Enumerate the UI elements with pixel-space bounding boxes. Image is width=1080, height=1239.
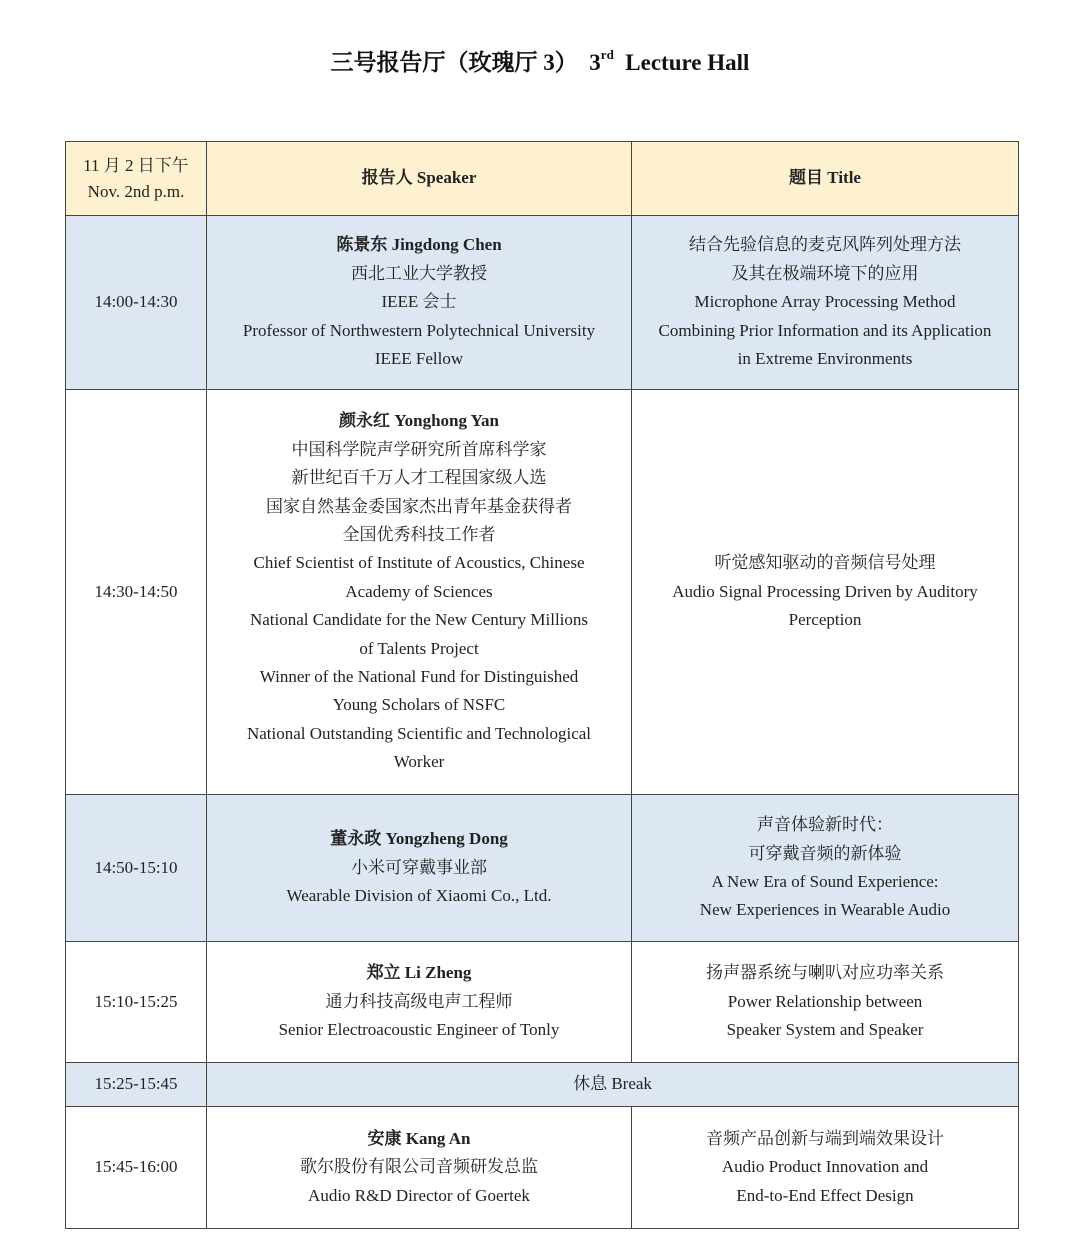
title-line: 听觉感知驱动的音频信号处理: [714, 553, 936, 573]
speaker-line: Academy of Sciences: [345, 581, 493, 601]
speaker-name: 董永政 Yongzheng Dong: [330, 829, 508, 849]
session-title: [632, 795, 1019, 942]
speaker-line: 歌尔股份有限公司音频研发总监: [300, 1157, 538, 1177]
title-line: 扬声器系统与喇叭对应功率关系: [706, 963, 944, 983]
session-time: 15:45-16:00: [66, 1107, 207, 1229]
title-line: Power Relationship between: [727, 991, 923, 1011]
session-speaker: [207, 942, 632, 1063]
header-title: 题目 Title: [632, 142, 1019, 216]
speaker-name: 颜永红 Yonghong Yan: [339, 411, 499, 431]
speaker-line: 通力科技高级电声工程师: [325, 991, 513, 1011]
break-time: 15:25-15:45: [66, 1063, 207, 1107]
title-line: Combining Prior Information and its Application: [658, 320, 992, 340]
title-line: 结合先验信息的麦克风阵列处理方法: [689, 235, 961, 255]
speaker-line: National Outstanding Scientific and Technological: [246, 723, 592, 743]
speaker-line: Worker: [393, 752, 445, 772]
speaker-line: Senior Electroacoustic Engineer of Tonly: [278, 1020, 560, 1040]
session-time: 14:00-14:30: [66, 216, 207, 390]
title-zh: 三号报告厅（玫瑰厅 3）: [330, 50, 578, 75]
break-row: [66, 1063, 1019, 1107]
title-line: Perception: [788, 610, 862, 630]
title-num: 3: [589, 50, 601, 75]
title-line: 音频产品创新与端到端效果设计: [706, 1128, 944, 1148]
session-title: [632, 390, 1019, 795]
speaker-name: 郑立 Li Zheng: [366, 963, 472, 983]
title-sup: rd: [600, 47, 614, 63]
session-row: [66, 942, 1019, 1063]
header-row: [66, 142, 1019, 216]
title-line: 声音体验新时代：: [757, 815, 893, 835]
speaker-line: Wearable Division of Xiaomi Co., Ltd.: [286, 886, 552, 906]
speaker-line: 全国优秀科技工作者: [342, 524, 496, 544]
speaker-line: 新世纪百千万人才工程国家级人选: [291, 468, 547, 488]
speaker-line: Young Scholars of NSFC: [332, 695, 506, 715]
speaker-line: IEEE Fellow: [374, 349, 464, 369]
session-time: 14:50-15:10: [66, 795, 207, 942]
speaker-line: 国家自然基金委国家杰出青年基金获得者: [266, 496, 572, 516]
speaker-line: 小米可穿戴事业部: [351, 857, 487, 877]
title-en: Lecture Hall: [625, 50, 750, 75]
session-speaker: [207, 795, 632, 942]
session-speaker: [207, 216, 632, 390]
session-speaker: [207, 1107, 632, 1229]
session-row: [66, 1107, 1019, 1229]
session-row: [66, 216, 1019, 390]
speaker-name: 陈景东 Jingdong Chen: [336, 235, 502, 255]
title-line: Speaker System and Speaker: [726, 1020, 924, 1040]
speaker-line: Professor of Northwestern Polytechnical University: [242, 320, 596, 340]
session-row: [66, 795, 1019, 942]
title-line: 及其在极端环境下的应用: [731, 263, 919, 283]
speaker-line: 西北工业大学教授: [351, 263, 487, 283]
speaker-name: 安康 Kang An: [367, 1128, 471, 1148]
session-speaker: [207, 390, 632, 795]
session-time: 15:10-15:25: [66, 942, 207, 1063]
title-line: A New Era of Sound Experience:: [711, 872, 939, 891]
break-label: 休息 Break: [207, 1063, 1019, 1107]
speaker-line: Winner of the National Fund for Distinguished: [259, 667, 579, 687]
speaker-line: of Talents Project: [359, 638, 479, 658]
speaker-line: 中国科学院声学研究所首席科学家: [291, 439, 547, 459]
header-speaker: 报告人 Speaker: [207, 142, 632, 216]
speaker-line: Audio R&D Director of Goertek: [308, 1185, 530, 1205]
session-row: [66, 390, 1019, 795]
title-line: Audio Signal Processing Driven by Auditory: [672, 581, 978, 601]
speaker-line: IEEE 会士: [381, 292, 457, 312]
header-date: [66, 142, 207, 216]
title-line: 可穿戴音频的新体验: [748, 843, 902, 863]
title-line: End-to-End Effect Design: [736, 1185, 914, 1205]
speaker-line: Chief Scientist of Institute of Acoustics, Chinese: [253, 553, 585, 573]
title-line: Audio Product Innovation and: [721, 1157, 929, 1177]
session-time: 14:30-14:50: [66, 390, 207, 795]
session-title: [632, 1107, 1019, 1229]
schedule-table: [65, 141, 1019, 1229]
page-title: [0, 44, 1080, 77]
title-line: Microphone Array Processing Method: [694, 292, 956, 312]
header-date-zh: 11 月 2 日下午: [83, 155, 189, 175]
session-title: [632, 942, 1019, 1063]
speaker-line: National Candidate for the New Century Millions: [249, 610, 589, 630]
session-title: [632, 216, 1019, 390]
title-line: in Extreme Environments: [737, 349, 913, 369]
header-date-en: Nov. 2nd p.m.: [87, 181, 185, 201]
title-line: New Experiences in Wearable Audio: [699, 900, 951, 920]
